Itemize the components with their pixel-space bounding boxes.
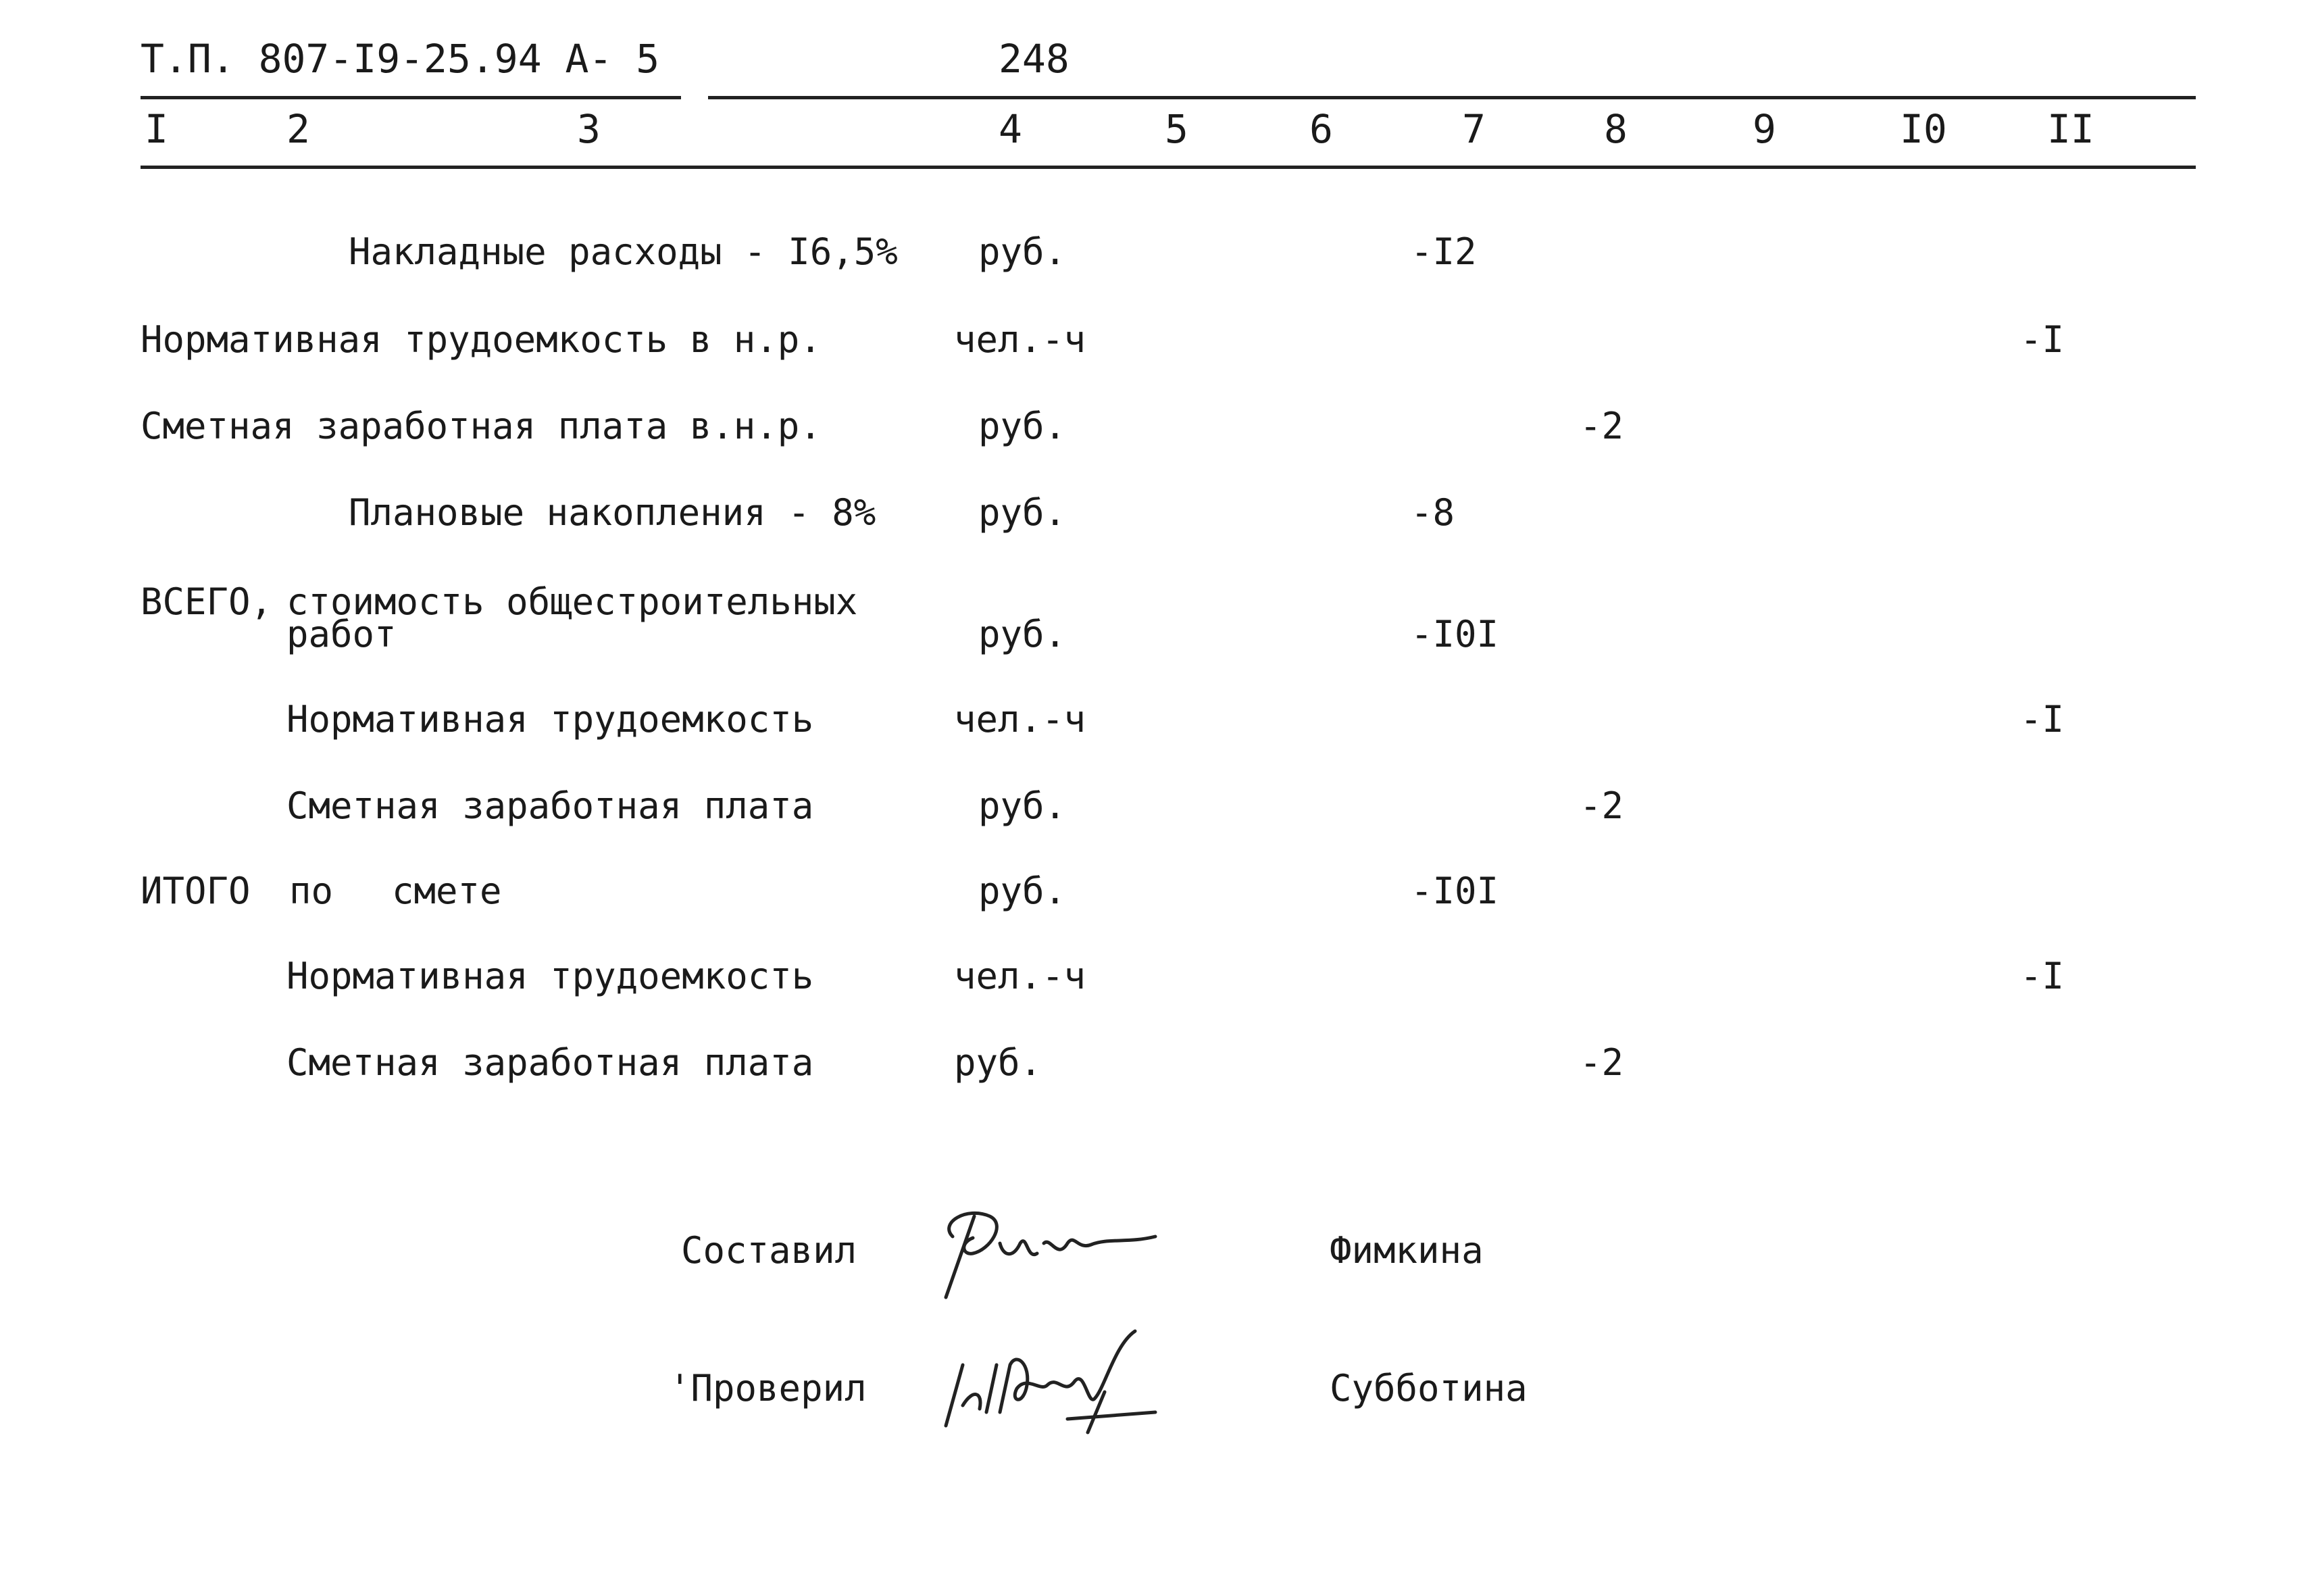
handwritten-signature-icon — [932, 1324, 1162, 1439]
row-label-wages: Сметная заработная плата — [286, 1041, 814, 1084]
column-header-rule — [141, 166, 2196, 169]
row-prefix-grand-total: ИТОГО — [141, 870, 251, 912]
header-rule-right — [708, 96, 2196, 99]
column-header-4: 4 — [999, 106, 1022, 152]
row-unit: руб. — [978, 405, 1067, 447]
row-value-col7: -I2 — [1411, 230, 1477, 273]
row-label-wages-overhead: Сметная заработная плата в.н.р. — [141, 405, 822, 447]
row-value-col11: -I — [2020, 698, 2065, 741]
row-unit: чел.-ч — [954, 955, 1086, 997]
row-prefix-total: ВСЕГО, — [141, 580, 273, 623]
column-header-9: 9 — [1753, 106, 1776, 152]
row-value-col11: -I — [2020, 318, 2065, 361]
row-value-col7: -I0I — [1411, 613, 1499, 655]
row-value-col8: -2 — [1580, 405, 1624, 447]
row-value-col8: -2 — [1580, 784, 1624, 827]
checked-by-label: 'Проверил — [669, 1367, 867, 1410]
row-value-col8: -2 — [1580, 1041, 1624, 1084]
row-label-labor: Нормативная трудоемкость — [286, 955, 814, 997]
column-header-7: 7 — [1462, 106, 1486, 152]
row-label-grand-total-word2: смете — [392, 870, 502, 912]
row-label-grand-total-word1: по — [289, 870, 334, 912]
column-header-11: II — [2047, 106, 2094, 152]
row-label-labor-overhead: Нормативная трудоемкость в н.р. — [141, 318, 822, 361]
compiled-by-name: Фимкина — [1330, 1229, 1484, 1272]
row-label-total-line2: работ — [286, 613, 397, 655]
row-unit: чел.-ч — [954, 698, 1086, 741]
row-unit: чел.-ч — [954, 318, 1086, 361]
column-header-1: I — [145, 106, 168, 152]
compiled-by-label: Составил — [681, 1229, 857, 1272]
row-unit: руб. — [978, 230, 1067, 273]
row-label-wages: Сметная заработная плата — [286, 784, 814, 827]
row-unit: руб. — [978, 870, 1067, 912]
column-header-6: 6 — [1309, 106, 1333, 152]
row-label-labor: Нормативная трудоемкость — [286, 698, 814, 741]
row-unit: руб. — [954, 1041, 1042, 1084]
row-label-overhead: Накладные расходы - I6,5% — [349, 230, 898, 273]
column-header-10: I0 — [1900, 106, 1947, 152]
handwritten-signature-icon — [926, 1196, 1176, 1304]
checked-by-name: Субботина — [1330, 1367, 1528, 1410]
row-value-col7: -8 — [1411, 491, 1455, 534]
column-header-8: 8 — [1604, 106, 1628, 152]
row-value-col11: -I — [2020, 955, 2065, 997]
row-unit: руб. — [978, 784, 1067, 827]
column-header-2: 2 — [286, 106, 310, 152]
page-number: 248 — [999, 36, 1070, 82]
row-label-total-line1: стоимость общестроительных — [286, 580, 858, 623]
row-unit: руб. — [978, 491, 1067, 534]
row-value-col7: -I0I — [1411, 870, 1499, 912]
row-label-planned-savings: Плановые накопления - 8% — [349, 491, 876, 534]
column-header-3: 3 — [577, 106, 601, 152]
document-reference: Т.П. 807-I9-25.94 А- 5 — [141, 36, 660, 82]
row-unit: руб. — [978, 613, 1067, 655]
column-header-5: 5 — [1165, 106, 1188, 152]
header-rule-left — [141, 96, 681, 99]
